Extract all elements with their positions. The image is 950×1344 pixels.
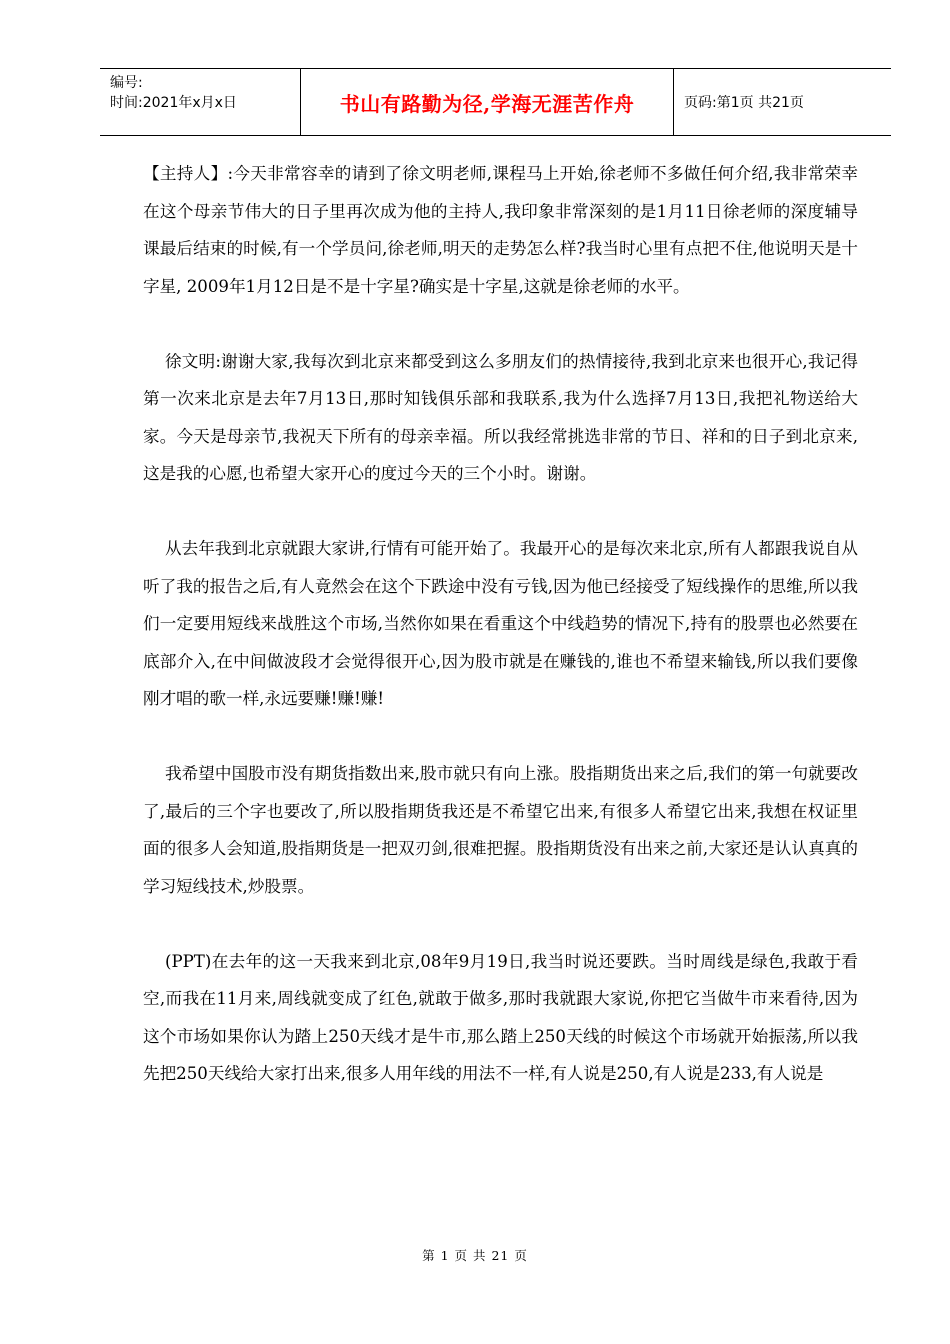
page-info-cell [674,69,891,135]
page-footer [0,1246,950,1264]
page-info-text: 页码:第1页 共21页 [684,95,804,111]
footer-page-number: 第 1 页 共 21 页 [422,1248,528,1263]
time-label: 时间:2021年x月x日 [110,95,237,111]
number-label: 编号: [110,75,143,91]
paragraph-ppt: (PPT)在去年的这一天我来到北京,08年9月19日,我当时说还要跌。当时周线是绿色,我敢于看空,而我在11月来,周线就变成了红色,就敢于做多,那时我就跟大家说,你把它当做牛市来看待,因为这个市场如果你认为踏上250天线才是牛市,那么踏上250天线的时候这个市场就开始振荡,所以我先把250天线给大家打出来,很多人用年线的用法不一样,有人说是250,有人说是233,有人说是 [143,951,858,1083]
paragraph-index-futures: 我希望中国股市没有期货指数出来,股市就只有向上涨。股指期货出来之后,我们的第一句就要改了,最后的三个字也要改了,所以股指期货我还是不希望它出来,有很多人希望它出来,我想在权证里面的很多人会知道,股指期货是一把双刃剑,很难把握。股指期货没有出来之前,大家还是认认真真的学习短线技术,炒股票。 [143,764,858,896]
header-meta-cell [100,69,301,135]
paragraph-xu-greeting: 徐文明:谢谢大家,我每次到北京来都受到这么多朋友们的热情接待,我到北京来也很开心,我记得第一次来北京是去年7月13日,那时知钱俱乐部和我联系,我为什么选择7月13日,我把礼物送给大家。今天是母亲节,我祝天下所有的母亲幸福。所以我经常挑选非常的节日、祥和的日子到北京来,这是我的心愿,也希望大家开心的度过今天的三个小时。谢谢。 [143,351,858,483]
paragraph-host-intro: 【主持人】:今天非常容幸的请到了徐文明老师,课程马上开始,徐老师不多做任何介绍,我非常荣幸在这个母亲节伟大的日子里再次成为他的主持人,我印象非常深刻的是1月11日徐老师的深度辅导课最后结束的时候,有一个学员问,徐老师,明天的走势怎么样?我当时心里有点把不住,他说明天是十字星, 2009年1月12日是不是十字星?确实是十字星,这就是徐老师的水平。 [143,164,858,296]
motto-cell [301,69,674,135]
document-header [100,68,891,136]
paragraph-short-term: 从去年我到北京就跟大家讲,行情有可能开始了。我最开心的是每次来北京,所有人都跟我说自从听了我的报告之后,有人竟然会在这个下跌途中没有亏钱,因为他已经接受了短线操作的思维,所以我们一定要用短线来战胜这个市场,当然你如果在看重这个中线趋势的情况下,持有的股票也必然要在底部介入,在中间做波段才会觉得很开心,因为股市就是在赚钱的,谁也不希望来输钱,所以我们要像刚才唱的歌一样,永远要赚!赚!赚! [143,539,858,708]
document-body [143,155,858,1093]
motto-text: 书山有路勤为径,学海无涯苦作舟 [339,91,635,116]
